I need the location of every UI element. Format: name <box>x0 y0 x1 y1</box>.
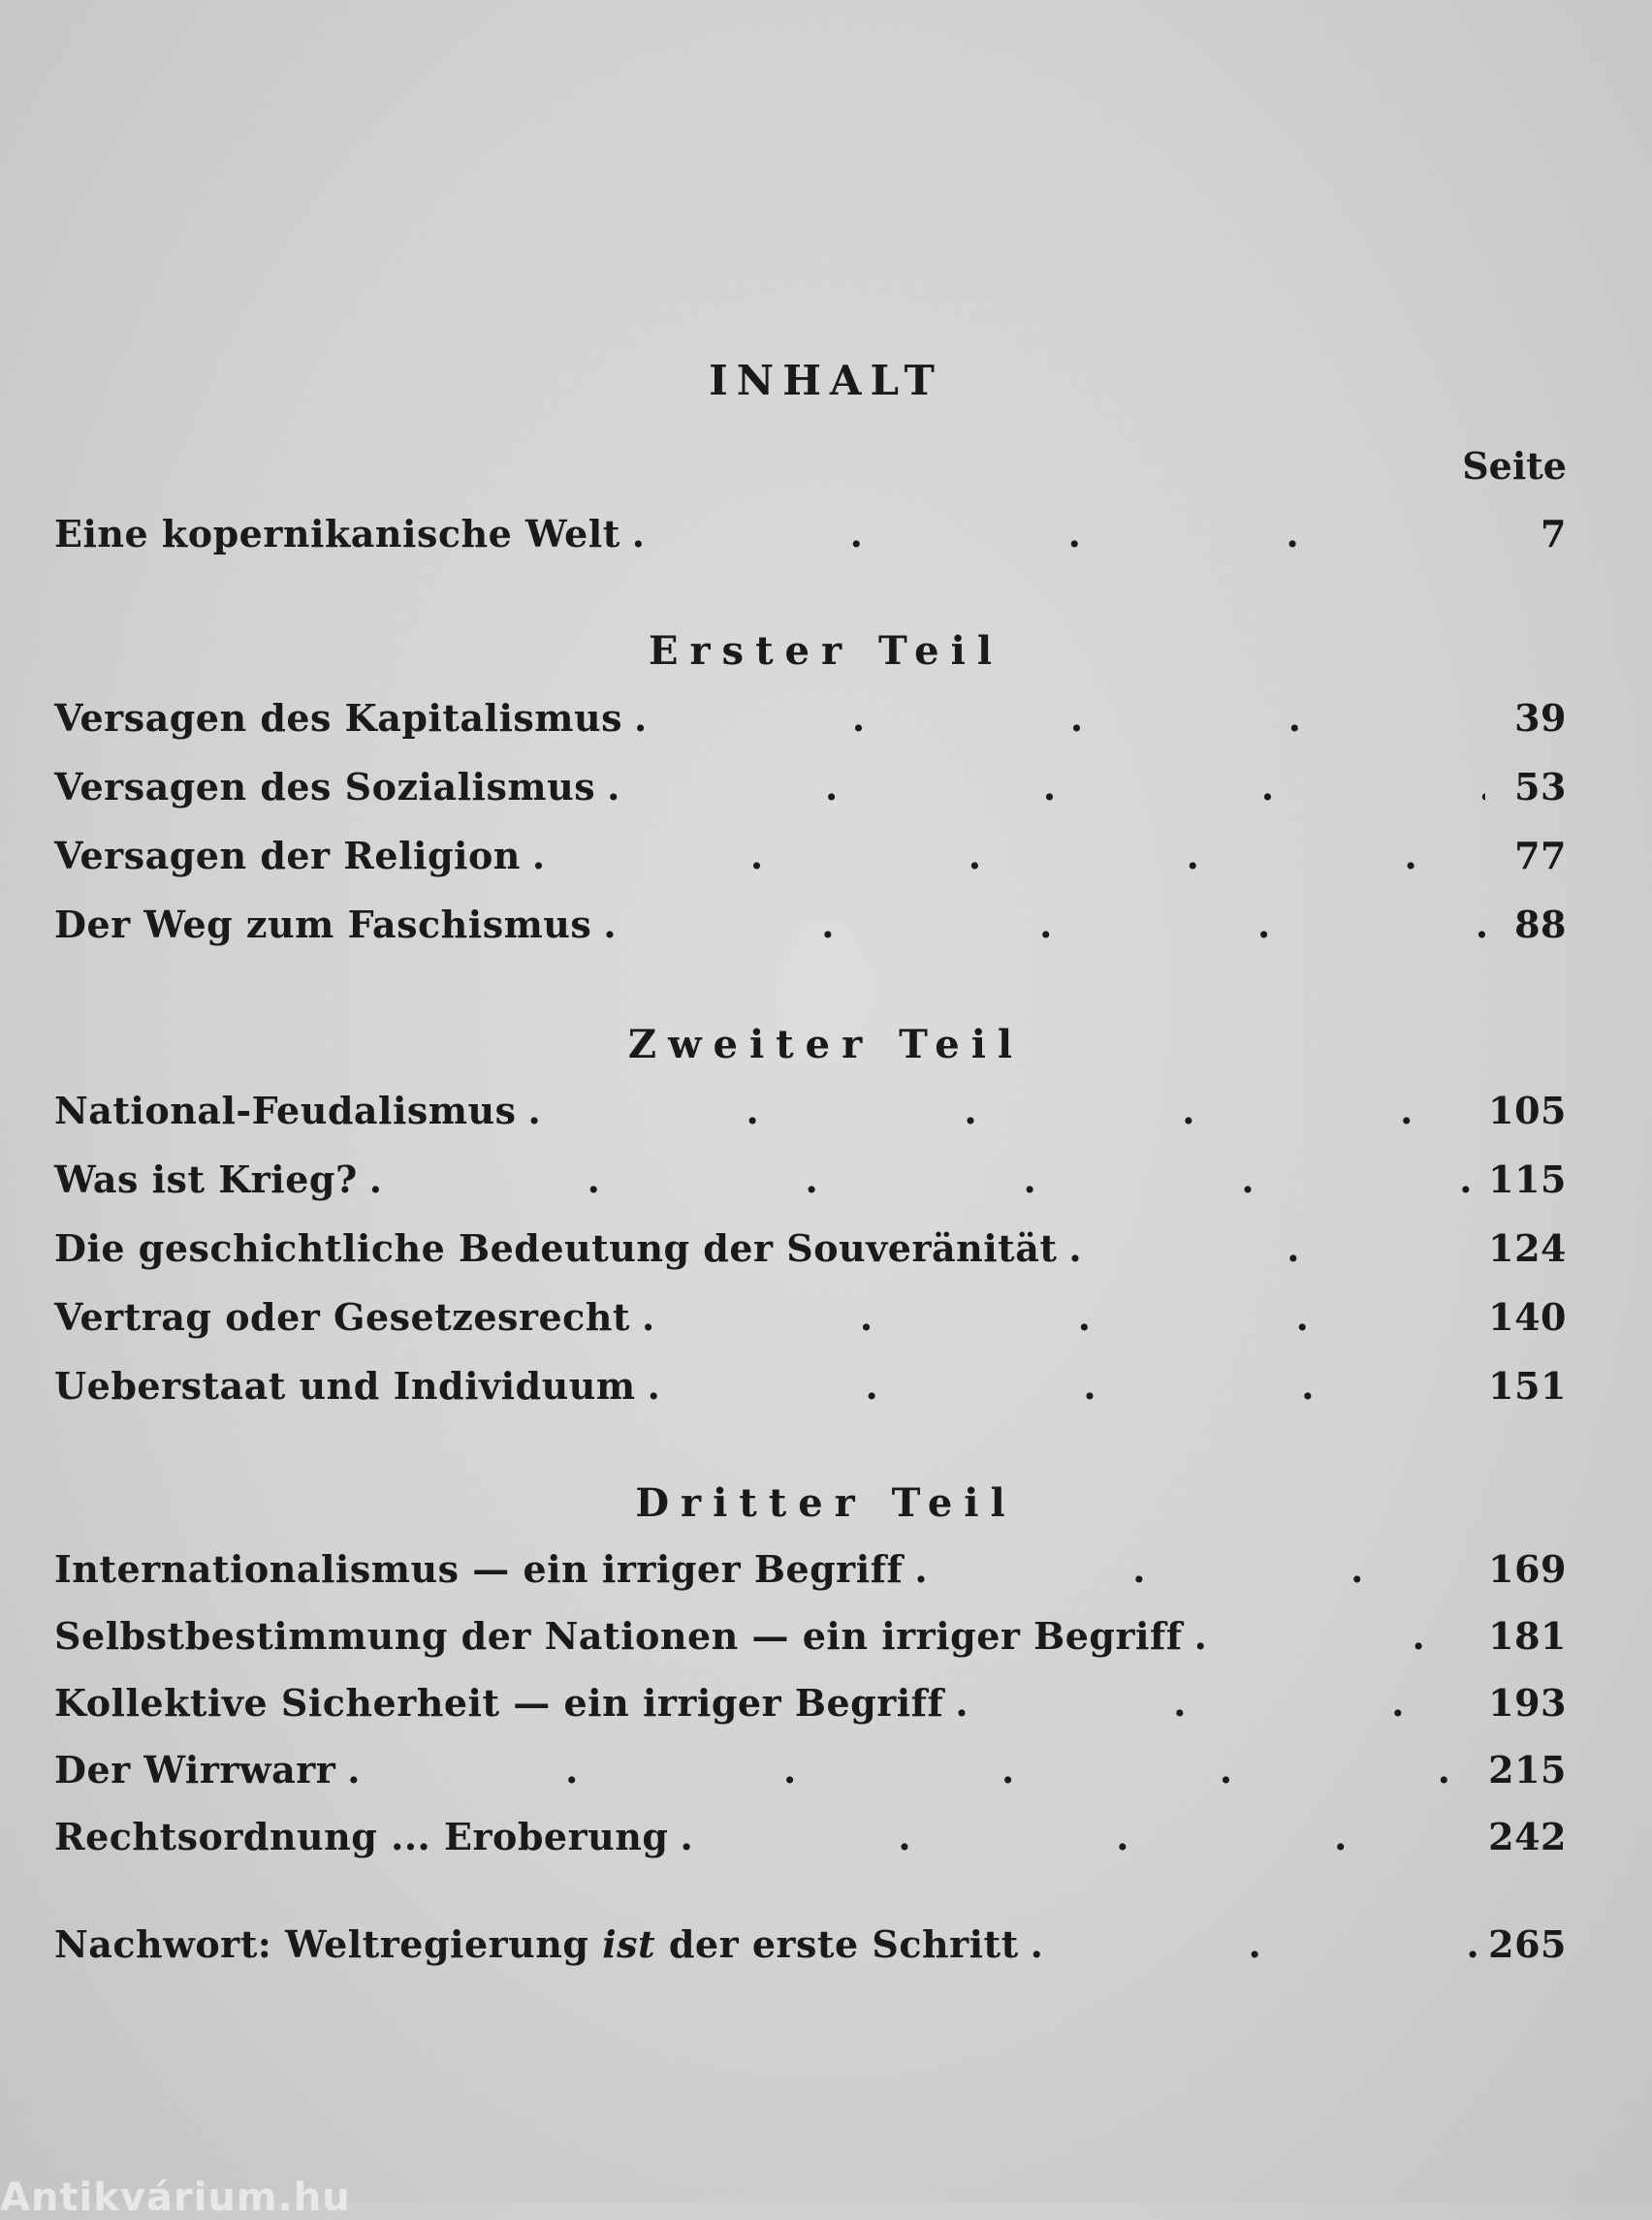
toc-entry <box>54 1681 1567 1735</box>
leader-dots <box>1194 1614 1477 1658</box>
toc-entry-label: National-Feudalismus <box>54 1089 517 1132</box>
toc-entry <box>54 1547 1567 1602</box>
toc-entry <box>54 765 1567 819</box>
toc-entry-label: Selbstbestimmung der Nationen — ein irriger Begriff <box>54 1614 1183 1658</box>
toc-entry-page: 181 <box>1488 1614 1567 1658</box>
toc-entry <box>54 1158 1567 1212</box>
page-column-label: Seite <box>1462 444 1567 488</box>
leader-dots <box>528 1089 1477 1132</box>
toc-entry-page: 39 <box>1514 696 1567 740</box>
toc-entry <box>54 1226 1567 1281</box>
part-heading: Erster Teil <box>648 628 1004 674</box>
leader-dots <box>648 1364 1477 1408</box>
afterword-label-start: Nachwort: Weltregierung <box>54 1922 603 1966</box>
toc-entry-page: 77 <box>1514 834 1567 877</box>
toc-entry-label: Der Weg zum Faschismus <box>54 903 592 946</box>
afterword-label-end: der erste Schritt <box>655 1922 1019 1966</box>
toc-entry-label: Internationalismus — ein irriger Begriff <box>54 1547 904 1591</box>
toc-entry <box>54 834 1567 888</box>
toc-entry-label: Versagen der Religion <box>54 834 521 877</box>
toc-entry-label <box>54 1922 1019 1966</box>
leader-dots <box>955 1681 1477 1725</box>
toc-entry-label: Ueberstaat und Individuum <box>54 1364 636 1408</box>
leader-dots <box>634 696 1485 740</box>
toc-entry-page: 115 <box>1488 1158 1567 1201</box>
toc-entry <box>54 1089 1567 1143</box>
toc-entry-label: Rechtsordnung ... Eroberung <box>54 1815 669 1858</box>
afterword-label-emphasis: ist <box>602 1922 656 1966</box>
toc-entry-page: 140 <box>1488 1295 1567 1339</box>
toc-entry-label: Eine kopernikanische Welt <box>54 512 620 555</box>
toc-entry <box>54 1748 1567 1802</box>
leader-dots <box>369 1158 1477 1201</box>
page-title: INHALT <box>709 357 943 404</box>
toc-entry-label: Der Wirrwarr <box>54 1748 336 1792</box>
toc-entry <box>54 1364 1567 1418</box>
leader-dots <box>603 903 1485 946</box>
toc-entry <box>54 512 1567 566</box>
toc-entry-label: Die geschichtliche Bedeutung der Souveränität <box>54 1226 1058 1270</box>
leader-dots <box>1031 1922 1477 1966</box>
leader-dots <box>642 1295 1477 1339</box>
toc-entry-label: Kollektive Sicherheit — ein irriger Begriff <box>54 1681 944 1725</box>
toc-entry-page: 169 <box>1488 1547 1567 1591</box>
leader-dots <box>632 512 1485 555</box>
part-heading: Zweiter Teil <box>627 1022 1025 1067</box>
toc-entry <box>54 903 1567 957</box>
toc-entry <box>54 1815 1567 1869</box>
toc-entry <box>54 696 1567 750</box>
toc-entry-page: 265 <box>1488 1922 1567 1966</box>
leader-dots <box>1068 1226 1477 1270</box>
leader-dots <box>607 765 1485 809</box>
toc-entry <box>54 1614 1567 1668</box>
toc-entry-page: 53 <box>1514 765 1567 809</box>
toc-entry-page: 193 <box>1488 1681 1567 1725</box>
leader-dots <box>347 1748 1477 1792</box>
toc-entry <box>54 1295 1567 1349</box>
part-heading: Dritter Teil <box>635 1480 1017 1526</box>
toc-entry-label: Versagen des Sozialismus <box>54 765 596 809</box>
toc-entry-page: 151 <box>1488 1364 1567 1408</box>
leader-dots <box>532 834 1485 877</box>
toc-entry-page: 105 <box>1488 1089 1567 1132</box>
toc-entry-page: 7 <box>1541 512 1567 555</box>
leader-dots <box>680 1815 1477 1858</box>
toc-entry-page: 215 <box>1488 1748 1567 1792</box>
toc-entry-page: 124 <box>1488 1226 1567 1270</box>
toc-entry-page: 242 <box>1488 1815 1567 1858</box>
toc-entry-afterword <box>54 1922 1567 1977</box>
toc-entry-label: Was ist Krieg? <box>54 1158 358 1201</box>
leader-dots <box>914 1547 1477 1591</box>
watermark: Antikvárium.hu <box>0 2175 351 2220</box>
toc-entry-label: Vertrag oder Gesetzesrecht <box>54 1295 630 1339</box>
toc-entry-label: Versagen des Kapitalismus <box>54 696 623 740</box>
toc-entry-page: 88 <box>1514 903 1567 946</box>
